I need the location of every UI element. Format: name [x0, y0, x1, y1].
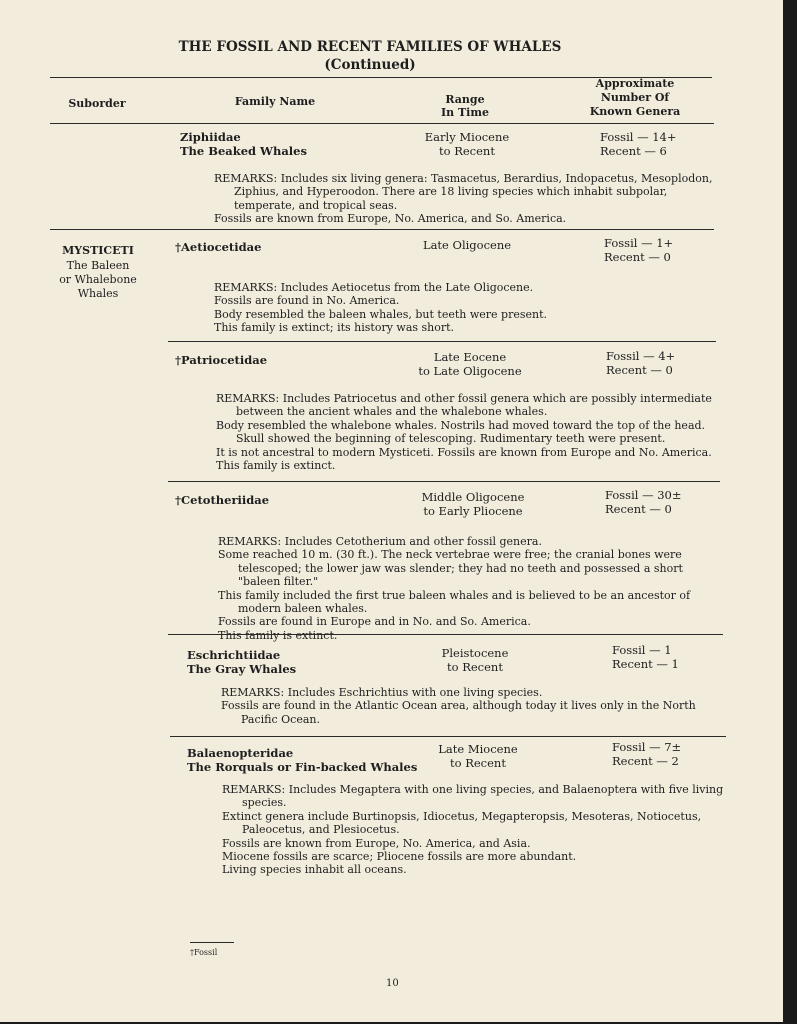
family-rule: [168, 634, 723, 635]
page-subtitle: (Continued): [324, 57, 416, 73]
family-name: Eschrichtiidae: [187, 648, 281, 662]
family-rule: [170, 736, 726, 737]
suborder-rule: [50, 229, 714, 230]
family-genera: Fossil — 1 Recent — 1: [612, 643, 679, 671]
header-family: Family Name: [234, 95, 316, 108]
footnote: †Fossil: [190, 948, 218, 957]
header-range-line2: In Time: [441, 106, 489, 119]
header-bottom-rule: [50, 123, 714, 124]
family-remarks: REMARKS: Includes Patriocetus and other fossil genera which are possibly intermediate between the ancient whales and the whalebone whales. Body resembled the whalebone whales. Nostrils had moved toward the top of the head. Skull showed the beginning of telescoping. Rudimentary teeth were present. It is not ancestral to modern Mysticeti. Fossils are known from Europe and No. America. This family is extinct.: [216, 392, 712, 473]
family-range: Middle Oligocene to Early Pliocene: [421, 490, 525, 518]
family-genera: Fossil — 30± Recent — 0: [605, 488, 682, 516]
family-range: Late Miocene to Recent: [438, 742, 518, 770]
family-rule: [168, 481, 720, 482]
family-remarks: REMARKS: Includes Eschrichtius with one living species. Fossils are found in the Atlantic Ocean area, although today it lives only in the North Pacific Ocean.: [221, 686, 696, 726]
suborder-desc-line1: The Baleen: [66, 259, 130, 272]
page-number: 10: [386, 978, 399, 989]
header-genera-line1: Approximate: [595, 77, 675, 90]
header-genera-line3: Known Genera: [589, 105, 681, 118]
header-genera-line2: Number Of: [600, 91, 670, 104]
family-range: Pleistocene to Recent: [441, 646, 509, 674]
header-suborder: Suborder: [68, 97, 126, 110]
family-name: †Aetiocetidae: [175, 240, 262, 254]
family-genera: Fossil — 4+ Recent — 0: [606, 349, 676, 377]
family-range: Late Eocene to Late Oligocene: [418, 350, 522, 378]
family-name: Ziphiidae: [180, 130, 241, 144]
header-range-line1: Range: [445, 93, 485, 106]
family-rule: [168, 341, 716, 342]
family-name: †Cetotheriidae: [175, 493, 270, 507]
family-common-name: The Gray Whales: [187, 662, 297, 676]
suborder-name: MYSTICETI: [62, 244, 134, 257]
family-genera: Fossil — 1+ Recent — 0: [604, 236, 674, 264]
family-genera: Fossil — 14+ Recent — 6: [600, 130, 677, 158]
family-genera: Fossil — 7± Recent — 2: [612, 740, 682, 768]
family-range: Early Miocene to Recent: [424, 130, 510, 158]
family-remarks: REMARKS: Includes Aetiocetus from the Late Oligocene. Fossils are found in No. America. Body resembled the baleen whales, but teeth were present. This family is extinct; its history was short.: [214, 281, 548, 335]
suborder-desc-line2: or Whalebone: [59, 273, 137, 286]
family-name: Balaenopteridae: [187, 746, 294, 760]
family-remarks: REMARKS: Includes six living genera: Tasmacetus, Berardius, Indopacetus, Mesoplodon, Ziphius, and Hyperoodon. There are 18 living species which inhabit subpolar, temperate, and tropical seas. Fossils are known from Europe, No. America, and So. America.: [214, 172, 713, 226]
family-range: Late Oligocene: [422, 238, 512, 252]
footnote-rule: [190, 942, 234, 943]
family-common-name: The Rorquals or Fin-backed Whales: [187, 760, 418, 774]
page-title: THE FOSSIL AND RECENT FAMILIES OF WHALES: [178, 39, 562, 55]
family-remarks: REMARKS: Includes Cetotherium and other fossil genera. Some reached 10 m. (30 ft.). The neck vertebrae were free; the cranial bones were telescoped; the lower jaw was slender; they had no teeth and possessed a short "baleen filter." This family included the first true baleen whales and is believed to be an ancestor of modern baleen whales. Fossils are found in Europe and in No. and So. America. This family is extinct.: [218, 535, 691, 642]
suborder-desc-line3: Whales: [77, 287, 119, 300]
family-remarks: REMARKS: Includes Megaptera with one living species, and Balaenoptera with five living species. Extinct genera include Burtinopsis, Idiocetus, Megapteropsis, Mesoteras, Notiocetus, Paleocetus, and Plesiocetus. Fossils are known from Europe, No. America, and Asia. Miocene fossils are scarce; Pliocene fossils are more abundant. Living species inhabit all oceans.: [222, 783, 724, 877]
family-common-name: The Beaked Whales: [180, 144, 307, 158]
family-name: †Patriocetidae: [175, 353, 268, 367]
